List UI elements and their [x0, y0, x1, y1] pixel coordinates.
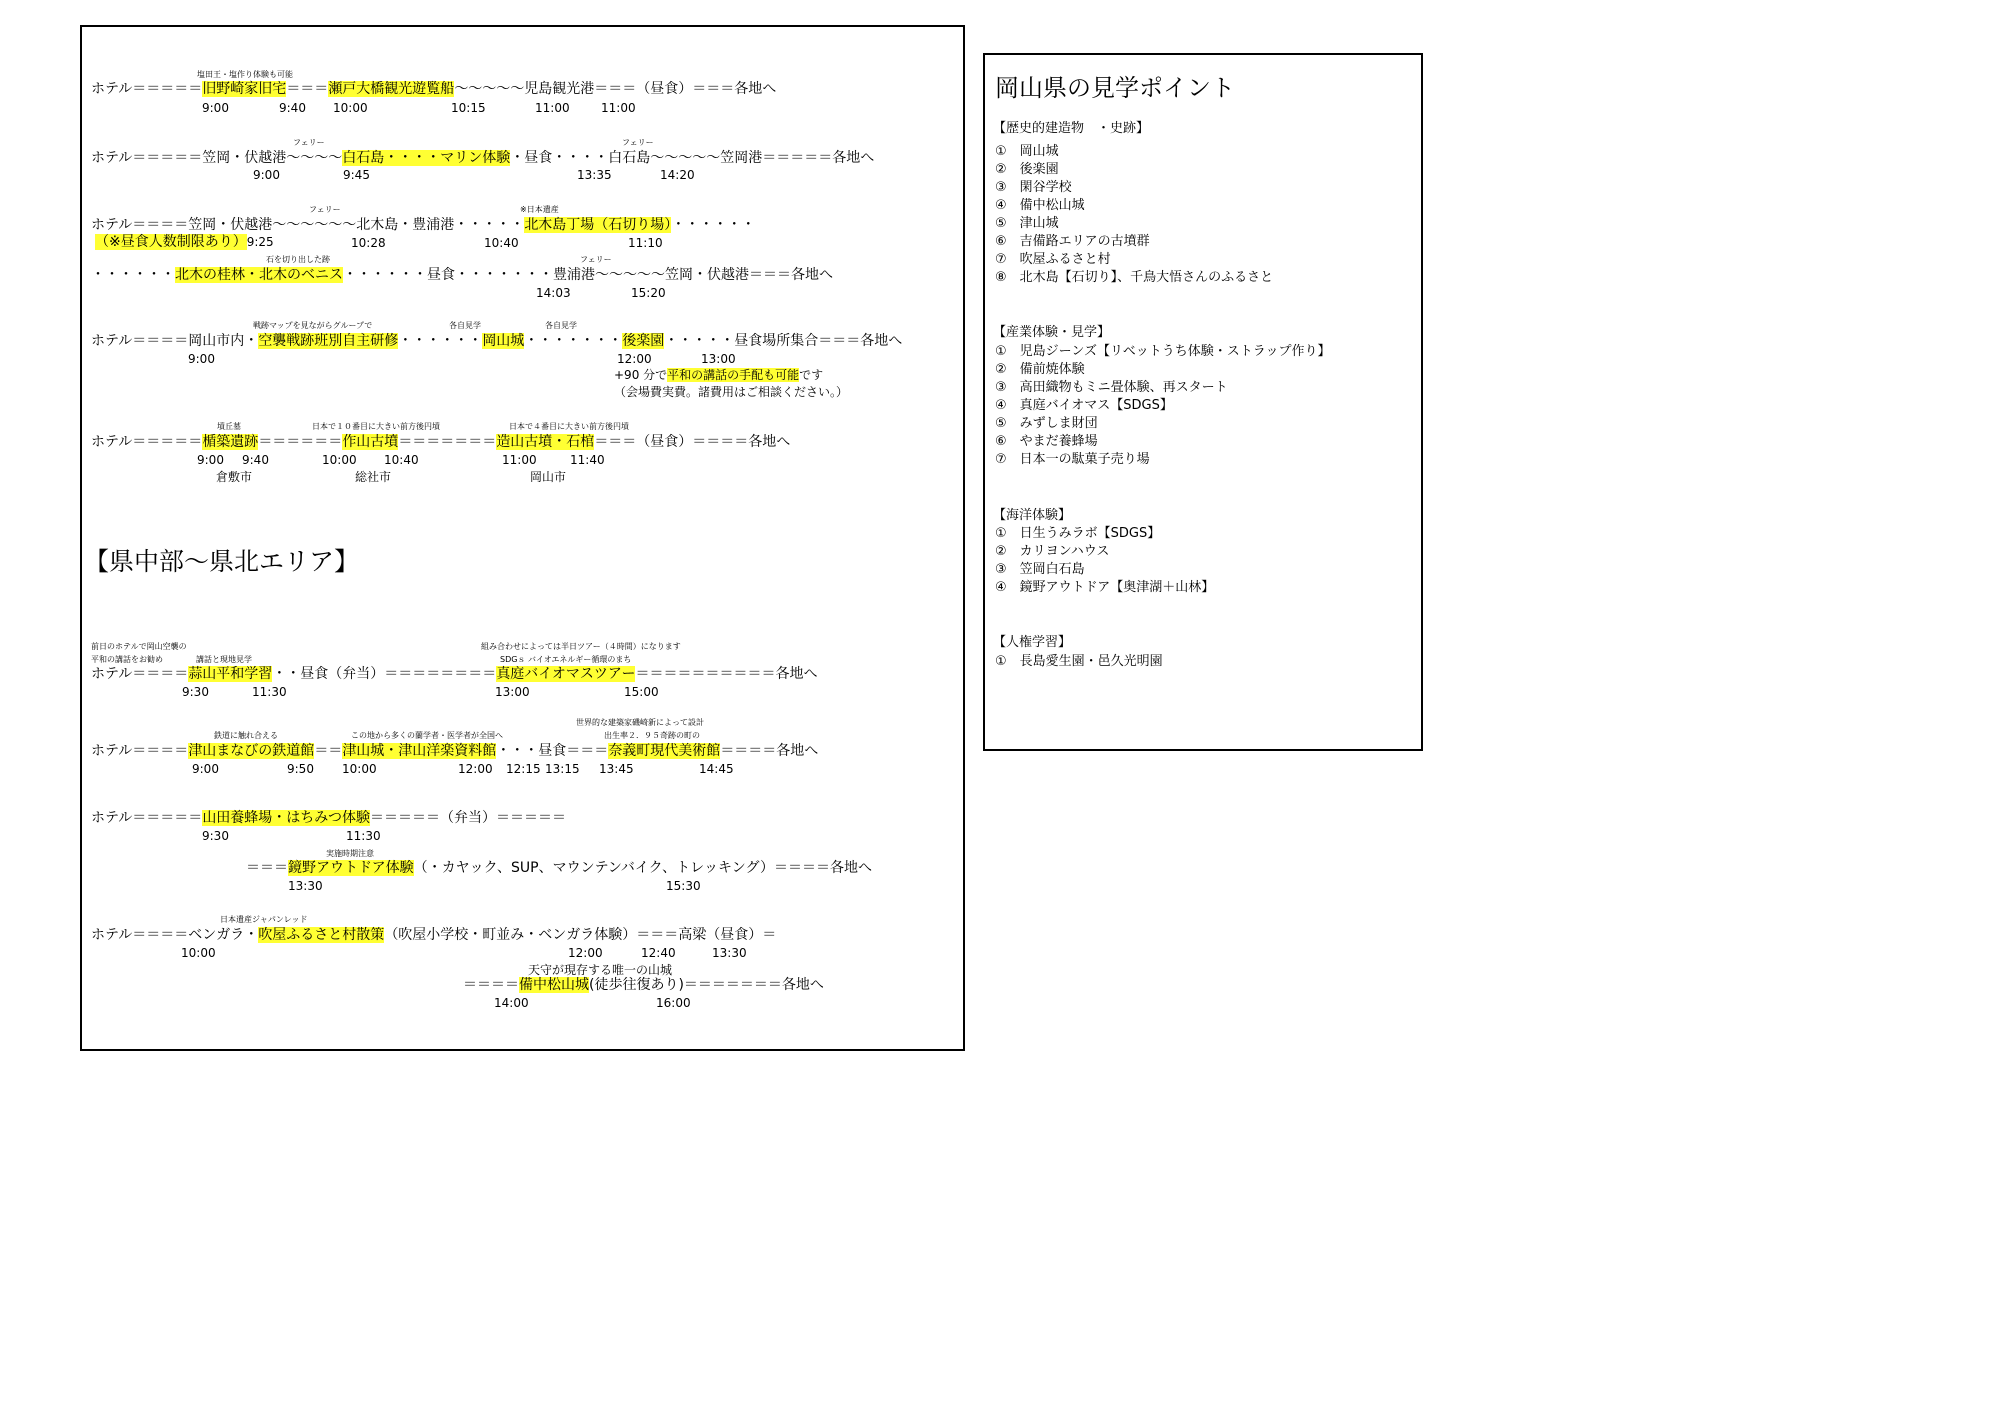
- route-note: 講話と現地見学: [196, 655, 252, 664]
- time: 11:30: [346, 829, 381, 843]
- destination: 吹屋ふるさと村散策: [258, 927, 385, 943]
- route-note: 前日のホテルで岡山空襲の: [91, 642, 187, 651]
- time: 13:00: [495, 685, 530, 699]
- destination: 白石島・・・・マリン体験: [342, 150, 511, 166]
- list-item: ⑥ 吉備路エリアの古墳群: [995, 234, 1150, 249]
- destination: 山田養蜂場・はちみつ体験: [202, 810, 371, 826]
- time: 10:00: [322, 453, 357, 467]
- time: 15:00: [624, 685, 659, 699]
- time: 13:00: [701, 352, 736, 366]
- route-line: ホテル＝＝＝＝津山まなびの鉄道館＝＝津山城・津山洋楽資料館・・・昼食＝＝＝奈義町現代美術館＝＝＝＝各地へ: [91, 743, 819, 759]
- destination: 津山まなびの鉄道館: [188, 743, 315, 759]
- time: 11:00: [502, 453, 537, 467]
- time: 13:30: [712, 946, 747, 960]
- destination: 北木の桂林・北木のベニス: [175, 267, 343, 283]
- list-item: ⑥ やまだ養蜂場: [995, 434, 1098, 449]
- list-item: ⑦ 吹屋ふるさと村: [995, 252, 1111, 267]
- itinerary-panel: [80, 25, 965, 1051]
- time: 15:30: [666, 879, 701, 893]
- route-note: 天守が現存する唯一の山城: [528, 963, 673, 977]
- destination: 旧野崎家旧宅: [202, 81, 287, 97]
- time: 9:00: [202, 101, 229, 115]
- time: 11:00: [535, 101, 570, 115]
- route-note: 各自見学: [449, 321, 481, 330]
- time: 12:00: [568, 946, 603, 960]
- list-item: ⑤ みずしま財団: [995, 416, 1098, 431]
- route-note: ※日本遺産: [520, 205, 559, 214]
- time: 14:20: [660, 168, 695, 182]
- route-note: 世界的な建築家磯崎新によって設計: [576, 718, 704, 727]
- route-line: ホテル＝＝＝＝＝山田養蜂場・はちみつ体験＝＝＝＝＝（弁当）＝＝＝＝＝: [91, 810, 567, 826]
- list-item: ⑦ 日本一の駄菓子売り場: [995, 452, 1150, 467]
- time: 9:30: [182, 685, 209, 699]
- route-note: 日本遺産ジャパンレッド: [220, 915, 308, 924]
- time: 10:15: [451, 101, 486, 115]
- place: 岡山市: [530, 470, 567, 484]
- time: 12:40: [641, 946, 676, 960]
- route-note: 各自見学: [545, 321, 577, 330]
- points-section-heading: 【海洋体験】: [993, 508, 1072, 523]
- route-line: ＝＝＝鏡野アウトドア体験（・カヤック、SUP、マウンテンバイク、トレッキング）＝＝＝＝各地へ: [246, 860, 872, 876]
- route-note: 出生率２．９５奇跡の町の: [604, 731, 700, 740]
- route-note: フェリー: [309, 205, 341, 214]
- route-note: 日本で４番目に大きい前方後円墳: [509, 422, 629, 431]
- section-title: 【県中部～県北エリア】: [84, 547, 360, 576]
- destination: 瀬戸大橋観光遊覧船: [328, 81, 455, 97]
- list-item: ④ 備中松山城: [995, 198, 1085, 213]
- route-note: この地から多くの蘭学者・医学者が全国へ: [351, 731, 503, 740]
- route-line: ホテル＝＝＝＝ベンガラ・吹屋ふるさと村散策（吹屋小学校・町並み・ベンガラ体験）＝＝＝高梁（昼食）＝: [91, 927, 777, 943]
- time: 14:00: [494, 996, 529, 1010]
- list-item: ⑧ 北木島【石切り】、千鳥大悟さんのふるさと: [995, 270, 1274, 285]
- time: 9:00: [197, 453, 224, 467]
- destination: 鏡野アウトドア体験: [288, 860, 414, 876]
- route-note: フェリー: [293, 138, 325, 147]
- lunch-limit-note: （※昼食人数制限あり）: [95, 234, 247, 250]
- time: 9:00: [192, 762, 219, 776]
- time: 13:35: [577, 168, 612, 182]
- time: 11:00: [601, 101, 636, 115]
- time: 9:00: [188, 352, 215, 366]
- time: 10:00: [342, 762, 377, 776]
- time: 10:28: [351, 236, 386, 250]
- time: 15:20: [631, 286, 666, 300]
- time: 10:00: [181, 946, 216, 960]
- destination: 蒜山平和学習: [188, 666, 273, 682]
- place: 総社市: [355, 470, 392, 484]
- time: 12:15: [506, 762, 541, 776]
- destination: 北木島丁場（石切り場）: [524, 217, 672, 233]
- place: 倉敷市: [216, 470, 253, 484]
- route-note: 鉄道に触れ合える: [214, 731, 278, 740]
- time: 9:45: [343, 168, 370, 182]
- time: 11:30: [252, 685, 287, 699]
- list-item: ④ 鏡野アウトドア【奥津湖＋山林】: [995, 580, 1215, 595]
- route-line: ホテル＝＝＝＝笠岡・伏越港～～～～～～北木島・豊浦港・・・・・北木島丁場（石切り場）・・・・・・: [91, 217, 756, 233]
- time: 11:10: [628, 236, 663, 250]
- route-line: ホテル＝＝＝＝岡山市内・空襲戦跡班別自主研修・・・・・・岡山城・・・・・・・後楽園・・・・・昼食場所集合＝＝＝各地へ: [91, 333, 903, 349]
- list-item: ② 後楽園: [995, 162, 1059, 177]
- route-note: 墳丘墓: [217, 422, 241, 431]
- destination: 奈義町現代美術館: [608, 743, 721, 759]
- route-line: （※昼食人数制限あり）9:25: [95, 234, 274, 250]
- time: 13:15: [545, 762, 580, 776]
- points-section-heading: 【歴史的建造物 ・史跡】: [993, 121, 1150, 136]
- route-note: 塩田王・塩作り体験も可能: [197, 70, 293, 79]
- time: 12:00: [458, 762, 493, 776]
- time: 9:40: [242, 453, 269, 467]
- list-item: ① 日生うみラボ【SDGS】: [995, 526, 1161, 541]
- time: 9:50: [287, 762, 314, 776]
- route-line: ＝＝＝＝備中松山城(徒歩往復あり)＝＝＝＝＝＝＝各地へ: [463, 977, 824, 993]
- points-section-heading: 【人権学習】: [993, 635, 1072, 650]
- route-note: フェリー: [580, 255, 612, 264]
- points-title: 岡山県の見学ポイント: [995, 74, 1235, 102]
- cost-note: （会場費実費。諸費用はご相談ください。）: [614, 385, 849, 399]
- route-note: 実施時期注意: [326, 849, 374, 858]
- list-item: ② カリヨンハウス: [995, 544, 1110, 559]
- destination: 津山城・津山洋楽資料館: [342, 743, 497, 759]
- route-note: 戦跡マップを見ながらグループで: [253, 321, 373, 330]
- list-item: ① 長島愛生園・邑久光明園: [995, 654, 1163, 669]
- list-item: ④ 真庭バイオマス【SDGS】: [995, 398, 1173, 413]
- peace-lecture-note: +90 分で平和の講話の手配も可能です: [614, 368, 824, 382]
- time: 11:40: [570, 453, 605, 467]
- time: 10:00: [333, 101, 368, 115]
- list-item: ② 備前焼体験: [995, 362, 1085, 377]
- route-note: 石を切り出した跡: [266, 255, 330, 264]
- destination: 岡山城: [482, 333, 525, 349]
- route-note: SDGｓ バイオエネルギー循環のまち: [500, 655, 632, 664]
- list-item: ⑤ 津山城: [995, 216, 1059, 231]
- destination: 造山古墳・石棺: [496, 434, 595, 450]
- route-line: ・・・・・・北木の桂林・北木のベニス・・・・・・昼食・・・・・・・豊浦港～～～～～笠岡・伏越港＝＝＝各地へ: [91, 267, 833, 283]
- list-item: ① 岡山城: [995, 144, 1059, 159]
- destination: 空襲戦跡班別自主研修: [258, 333, 399, 349]
- points-section-heading: 【産業体験・見学】: [993, 325, 1111, 340]
- time: 14:45: [699, 762, 734, 776]
- route-note: フェリー: [622, 138, 654, 147]
- route-note: 平和の講話をお勧め: [91, 655, 163, 664]
- route-note: 日本で１０番目に大きい前方後円墳: [312, 422, 440, 431]
- list-item: ① 児島ジーンズ【リベットうち体験・ストラップ作り】: [995, 344, 1331, 359]
- time: 13:45: [599, 762, 634, 776]
- time: 13:30: [288, 879, 323, 893]
- route-note: 組み合わせによっては半日ツアー（４時間）になります: [481, 642, 681, 651]
- time: 10:40: [484, 236, 519, 250]
- time: 16:00: [656, 996, 691, 1010]
- route-line: ホテル＝＝＝＝＝楯築遺跡＝＝＝＝＝＝作山古墳＝＝＝＝＝＝＝造山古墳・石棺＝＝＝（昼食）＝＝＝＝各地へ: [91, 434, 791, 450]
- time: 9:00: [253, 168, 280, 182]
- route-line: ホテル＝＝＝＝＝笠岡・伏越港～～～～白石島・・・・マリン体験・昼食・・・・白石島～～～～～笠岡港＝＝＝＝＝各地へ: [91, 150, 875, 166]
- destination: 楯築遺跡: [202, 434, 259, 450]
- destination: 後楽園: [622, 333, 665, 349]
- list-item: ③ 閑谷学校: [995, 180, 1072, 195]
- time: 12:00: [617, 352, 652, 366]
- destination: 作山古墳: [342, 434, 399, 450]
- route-line: ホテル＝＝＝＝蒜山平和学習・・昼食（弁当）＝＝＝＝＝＝＝＝真庭バイオマスツアー＝＝＝＝＝＝＝＝＝＝各地へ: [91, 666, 818, 682]
- route-line: ホテル＝＝＝＝＝旧野崎家旧宅＝＝＝瀬戸大橋観光遊覧船～～～～～児島観光港＝＝＝（昼食）＝＝＝各地へ: [91, 81, 777, 97]
- time: 14:03: [536, 286, 571, 300]
- destination: 備中松山城: [519, 977, 589, 993]
- time: 9:40: [279, 101, 306, 115]
- time: 9:30: [202, 829, 229, 843]
- list-item: ③ 高田織物もミニ畳体験、再スタート: [995, 380, 1228, 395]
- time: 10:40: [384, 453, 419, 467]
- destination: 真庭バイオマスツアー: [496, 666, 636, 682]
- list-item: ③ 笠岡白石島: [995, 562, 1085, 577]
